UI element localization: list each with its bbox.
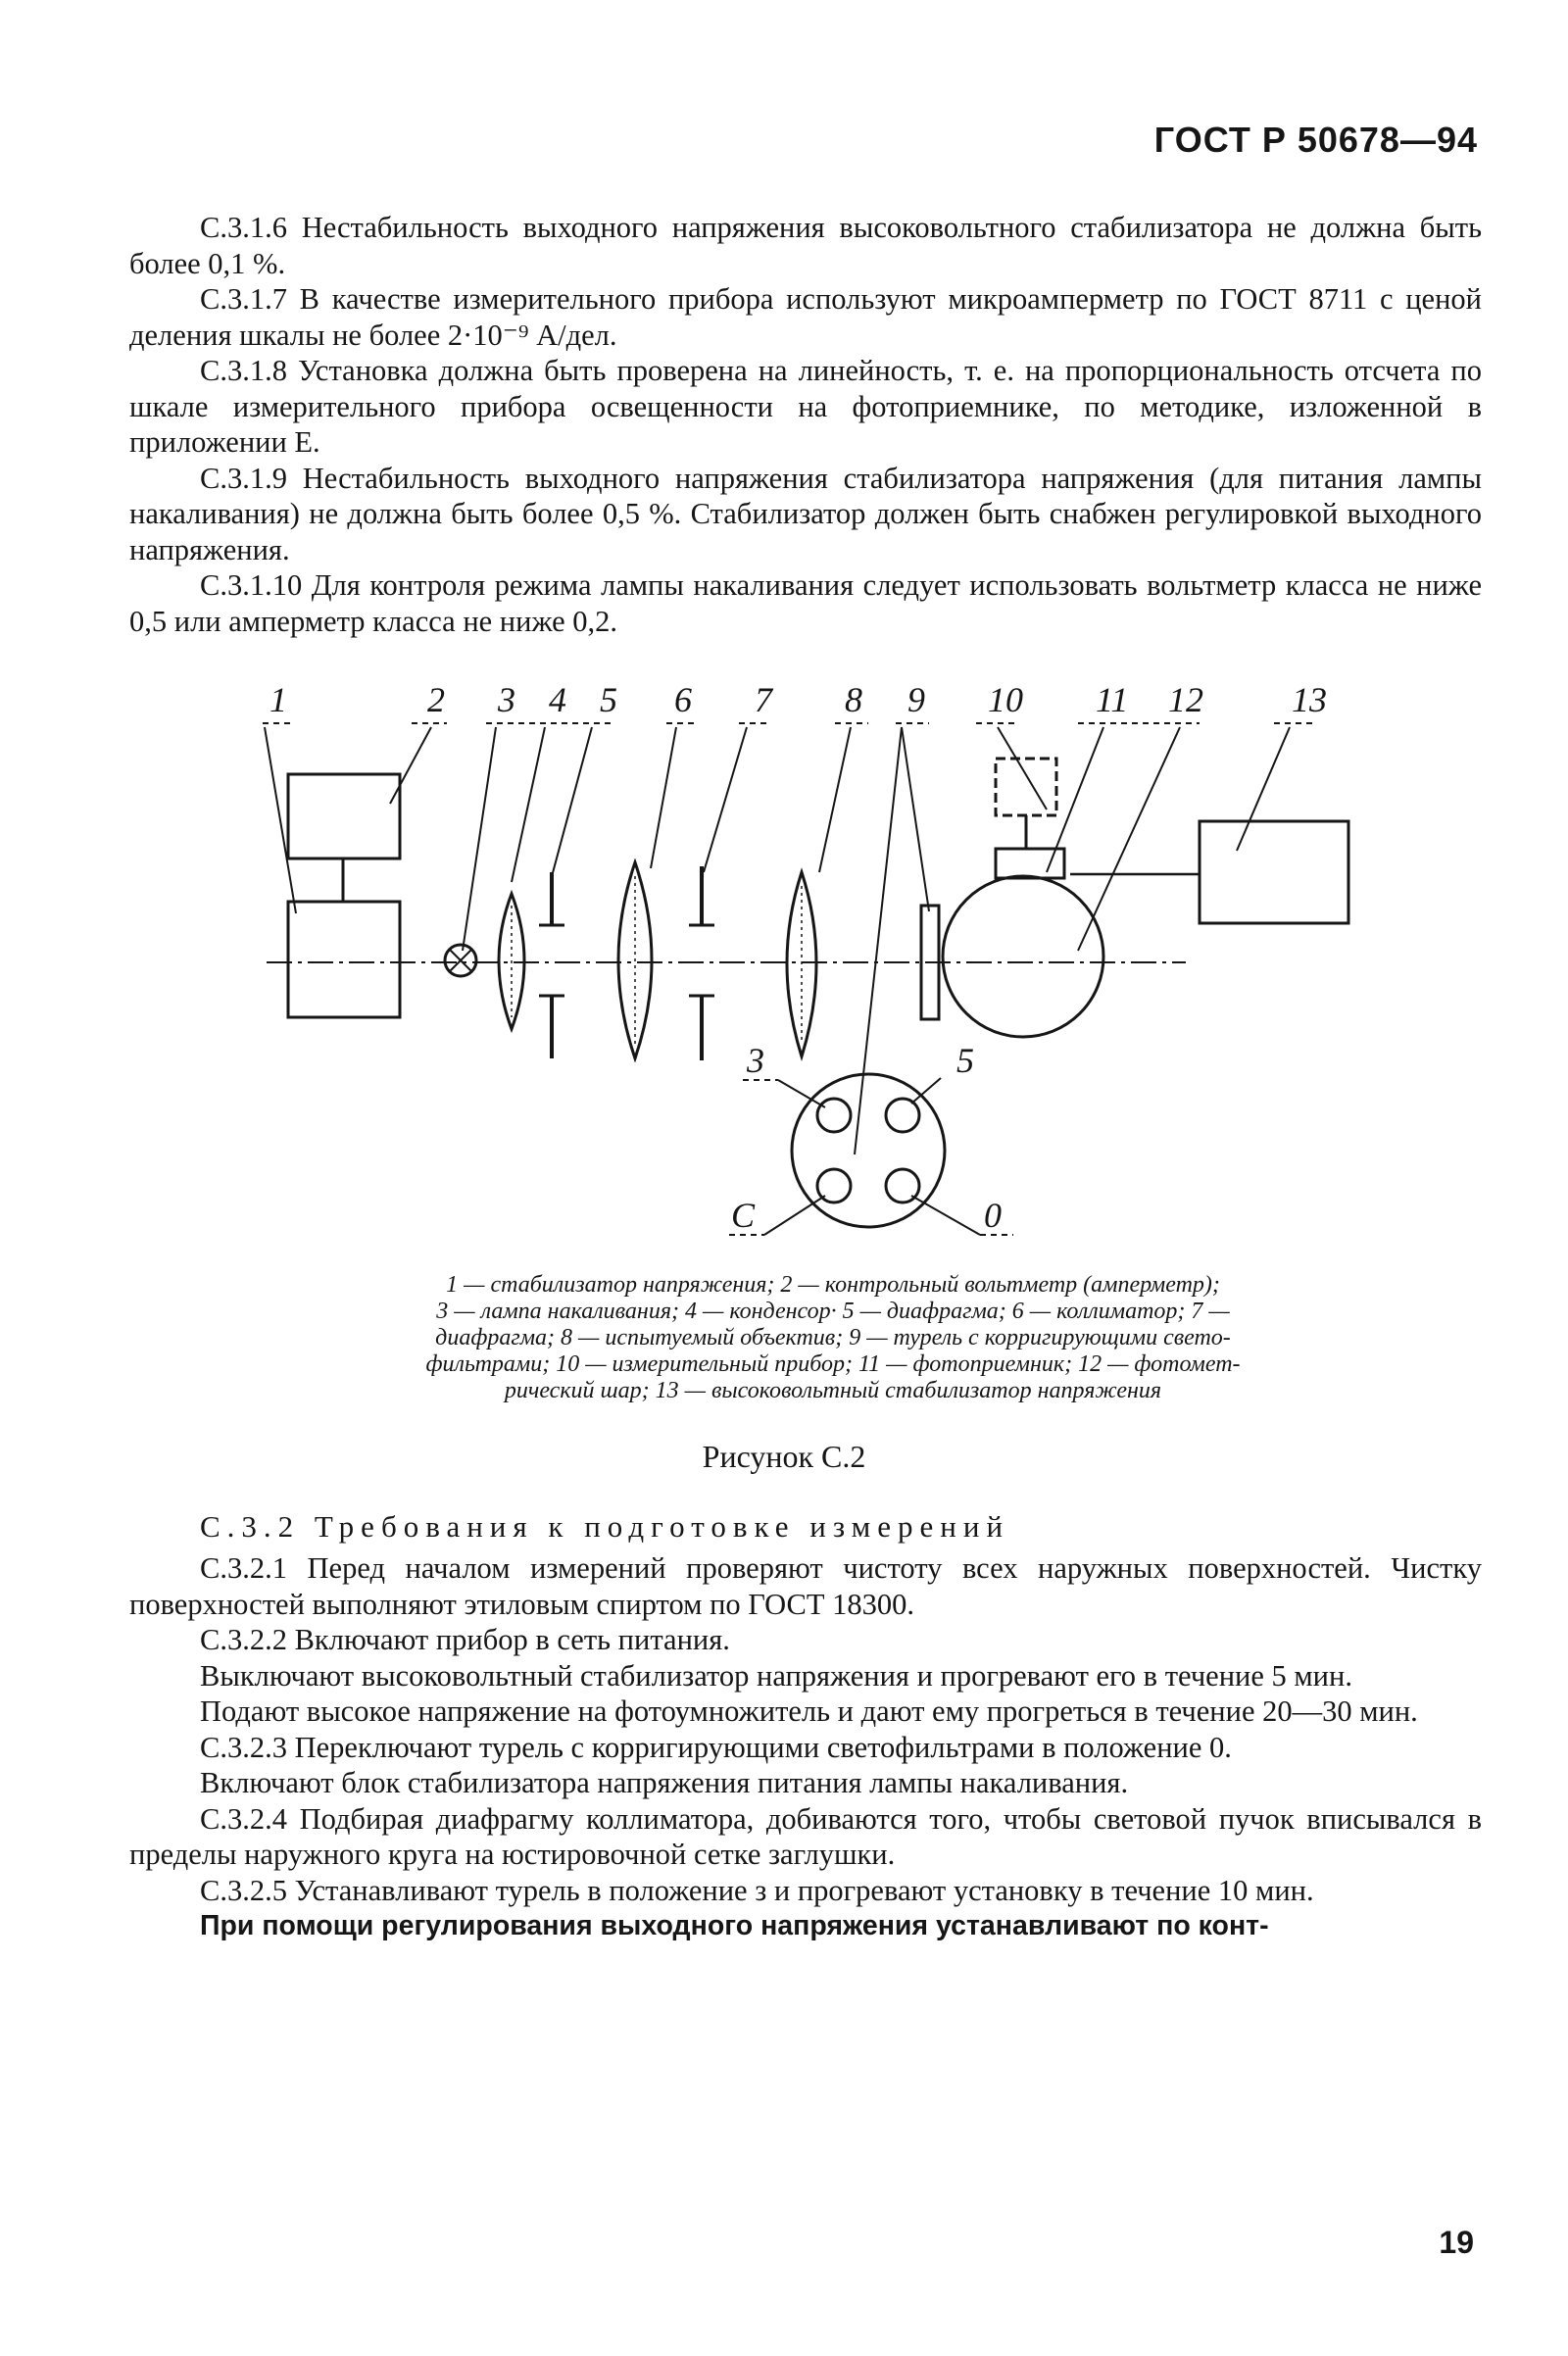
figure-label-6: 6 xyxy=(674,680,692,719)
paragraph-c318: С.3.1.8 Установка должна быть проверена на линейность, т. е. на пропорциональность отсчета по шкале измерительного прибора освещенности на фотоприемнике, по методике, изложенной в приложении Е. xyxy=(129,354,1482,459)
section-title: С.3.2 Требования к подготовке измерений xyxy=(200,1509,1010,1544)
turret-label-3: 3 xyxy=(747,1041,764,1080)
paragraph-c3222: С.3.2.2 Включают прибор в сеть питания. xyxy=(200,1623,730,1656)
paragraph-hv-on: Подают высокое напряжение на фотоумножитель и дают ему прогреться в течение 20—30 мин. xyxy=(200,1694,1418,1728)
paragraph-c3110: С.3.1.10 Для контроля режима лампы накаливания следует использовать вольтметр класса не ниже 0,5 или амперметр класса не ниже 0,2. xyxy=(129,568,1482,638)
paragraph-c319: С.3.1.9 Нестабильность выходного напряжения стабилизатора напряжения (для питания лампы накаливания) не должна быть более 0,5 %. Стабилизатор должен быть снабжен регулировкой выходного напряжения. xyxy=(129,461,1482,566)
figure-label-11: 11 xyxy=(1096,680,1129,719)
figure-label-7: 7 xyxy=(755,680,772,719)
figure-label-13: 13 xyxy=(1292,680,1327,719)
figure-title: Рисунок С.2 xyxy=(702,1439,866,1474)
figure-label-3: 3 xyxy=(498,680,515,719)
paragraph-hv-off: Выключают высоковольтный стабилизатор напряжения и прогревают его в течение 5 мин. xyxy=(200,1658,1352,1693)
turret-label-c: С xyxy=(731,1196,756,1235)
caption-line: диафрагма; 8 — испытуемый объектив; 9 — турель с корригирующими свето- xyxy=(435,1325,1231,1350)
paragraph-c3221: С.3.2.1 Перед началом измерений проверяют чистоту всех наружных поверхностей. Чистку поверхностей выполняют этиловым спиртом по ГОСТ 18300. xyxy=(129,1551,1482,1621)
figure-label-4: 4 xyxy=(549,680,566,719)
figure-label-8: 8 xyxy=(845,680,862,719)
bottom-text-block xyxy=(129,1550,1482,1944)
caption-line: рический шар; 13 — высоковольтный стабилизатор напряжения xyxy=(504,1378,1162,1403)
optical-setup-diagram xyxy=(0,666,1568,1254)
caption-line: 3 — лампа накаливания; 4 — конденсор· 5 — диафрагма; 6 — коллиматор; 7 — xyxy=(436,1299,1230,1324)
page-number: 19 xyxy=(1439,2225,1474,2260)
figure-label-9: 9 xyxy=(907,680,925,719)
caption-line: 1 — стабилизатор напряжения; 2 — контрольный вольтметр (амперметр); xyxy=(446,1272,1220,1298)
paragraph-lamp-on: Включают блок стабилизатора напряжения питания лампы накаливания. xyxy=(200,1766,1129,1799)
top-text-block xyxy=(129,210,1482,639)
paragraph-voltage-adjust: При помощи регулирования выходного напряжения устанавливают по конт- xyxy=(200,1910,1269,1941)
document-code: ГОСТ Р 50678—94 xyxy=(1153,120,1478,160)
figure-label-5: 5 xyxy=(600,680,617,719)
turret-label-5: 5 xyxy=(956,1041,974,1080)
figure-label-10: 10 xyxy=(988,680,1023,719)
caption-line: фильтрами; 10 — измерительный прибор; 11 — фотоприемник; 12 — фотомет- xyxy=(425,1351,1241,1377)
figure-label-12: 12 xyxy=(1168,680,1203,719)
figure-label-2: 2 xyxy=(427,680,445,719)
figure-caption xyxy=(274,1272,1392,1404)
figure-label-1: 1 xyxy=(270,680,287,719)
turret-label-0: 0 xyxy=(984,1196,1002,1235)
paragraph-c316: С.3.1.6 Нестабильность выходного напряжения высоковольтного стабилизатора не должна быть более 0,1 %. xyxy=(129,211,1482,280)
paragraph-c3225: С.3.2.5 Устанавливают турель в положение з и прогревают установку в течение 10 мин. xyxy=(200,1873,1314,1907)
paragraph-c3224: С.3.2.4 Подбирая диафрагму коллиматора, добиваются того, чтобы световой пучок вписывался в пределы наружного круга на юстировочной сетке заглушки. xyxy=(129,1801,1482,1871)
paragraph-c3223: С.3.2.3 Переключают турель с корригирующими светофильтрами в положение 0. xyxy=(200,1730,1232,1764)
paragraph-c317: С.3.1.7 В качестве измерительного прибора используют микроамперметр по ГОСТ 8711 с ценой деления шкалы не более 2·10⁻⁹ А/дел. xyxy=(129,282,1482,352)
